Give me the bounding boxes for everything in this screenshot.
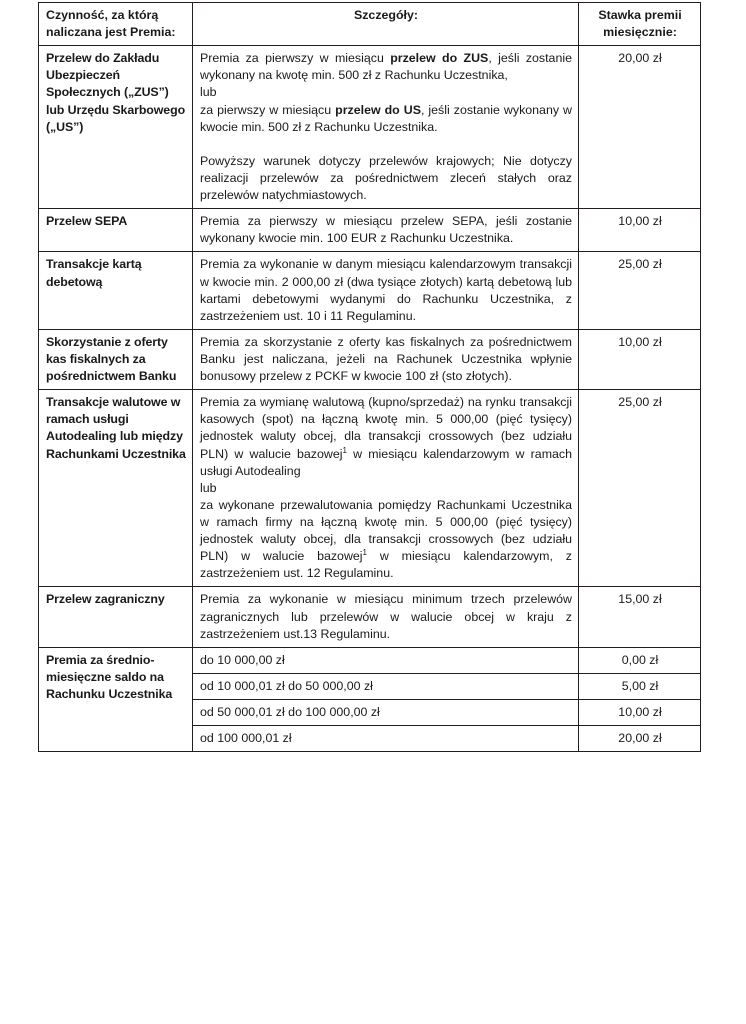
details-paragraph: Premia za wykonanie w danym miesiącu kalendarzowym transakcji w kwocie min. 2 000,00 zł (dwa tysiące złotych) kartą debetową lub kartami debetowymi wydanymi do Rachunku Uczestnika, z zastrzeżeniem ust. 10 i 11 Regulaminu. xyxy=(200,257,572,323)
details-paragraph xyxy=(200,394,572,480)
cell-details xyxy=(193,329,579,389)
cell-tier-label: od 100 000,01 zł xyxy=(193,726,579,752)
cell-tier-rate: 10,00 zł xyxy=(579,699,701,725)
cell-tier-rate: 20,00 zł xyxy=(579,726,701,752)
cell-rate: 10,00 zł xyxy=(579,329,701,389)
cell-details xyxy=(193,46,579,209)
cell-rate: 25,00 zł xyxy=(579,390,701,587)
details-paragraph xyxy=(200,497,572,583)
cell-tier-rate: 0,00 zł xyxy=(579,647,701,673)
details-paragraph xyxy=(200,50,572,84)
table-row xyxy=(39,329,701,389)
text-fragment: w miesiącu kalendarzowym, z zastrzeżeniem ust. 12 Regulaminu. xyxy=(200,549,572,581)
cell-details xyxy=(193,390,579,587)
text-fragment: Premia za wymianę walutową (kupno/sprzedaż) na rynku transakcji kasowych (spot) na łączną kwotę min. 5 000,00 (pięć tysięcy) jednostek waluty obcej, dla transakcji crossowych (bez udziału PLN) w walucie bazowej xyxy=(200,395,572,461)
cell-tier-rate: 5,00 zł xyxy=(579,673,701,699)
table-row xyxy=(39,390,701,587)
cell-tier-label: od 10 000,01 zł do 50 000,00 zł xyxy=(193,673,579,699)
footnote-marker: 1 xyxy=(362,548,367,558)
text-fragment: za wykonane przewalutowania pomiędzy Rachunkami Uczestnika w ramach firmy na łączną kwotę min. 5 000,00 (pięć tysięcy) jednostek waluty obcej, dla transakcji crossowych (bez udziału PLN) w walucie bazowej xyxy=(200,497,572,564)
table-header xyxy=(39,3,701,46)
details-paragraph-lub: lub xyxy=(200,85,217,100)
text-bold-zus: przelew do ZUS xyxy=(390,51,489,66)
table-row xyxy=(39,209,701,252)
table-row xyxy=(39,252,701,329)
cell-rate: 25,00 zł xyxy=(579,252,701,329)
text-fragment: za pierwszy w miesiącu xyxy=(200,102,336,117)
table-row xyxy=(39,587,701,647)
header-row xyxy=(39,3,701,46)
header-activity: Czynność, za którą naliczana jest Premia: xyxy=(39,3,193,46)
cell-tier-label: do 10 000,00 zł xyxy=(193,647,579,673)
cell-activity: Transakcje walutowe w ramach usługi Autodealing lub między Rachunkami Uczestnika xyxy=(39,390,193,587)
cell-activity: Przelew do Zakładu Ubezpieczeń Społecznych („ZUS”) lub Urzędu Skarbowego („US”) xyxy=(39,46,193,209)
premium-rates-table xyxy=(38,2,701,752)
cell-activity: Skorzystanie z oferty kas fiskalnych za pośrednictwem Banku xyxy=(39,329,193,389)
cell-rate: 15,00 zł xyxy=(579,587,701,647)
details-paragraph: Premia za wykonanie w miesiącu minimum trzech przelewów zagranicznych lub przelewów w walucie obcej w kraju z zastrzeżeniem ust.13 Regulaminu. xyxy=(200,592,572,641)
cell-tier-label: od 50 000,01 zł do 100 000,00 zł xyxy=(193,699,579,725)
cell-details xyxy=(193,252,579,329)
text-fragment: w miesiącu kalendarzowym w ramach usługi Autodealing xyxy=(200,446,572,478)
text-fragment: , jeśli zostanie wykonany na kwotę min. 500 zł z Rachunku Uczestnika, xyxy=(200,51,572,83)
table-body xyxy=(39,46,701,752)
text-bold-us: przelew do US xyxy=(335,102,421,117)
cell-rate: 10,00 zł xyxy=(579,209,701,252)
cell-details xyxy=(193,209,579,252)
table-row xyxy=(39,46,701,209)
cell-activity: Przelew zagraniczny xyxy=(39,587,193,647)
details-paragraph-spacer xyxy=(200,136,572,153)
footnote-marker: 1 xyxy=(342,445,347,455)
cell-activity: Przelew SEPA xyxy=(39,209,193,252)
text-fragment: , jeśli zostanie wykonany w kwocie min. 500 zł z Rachunku Uczestnika. xyxy=(200,102,572,134)
details-paragraph: Premia za skorzystanie z oferty kas fiskalnych za pośrednictwem Banku jest naliczana, jeżeli na Rachunek Uczestnika wpłynie bonusowy przelew z PCKF w kwocie 100 zł (sto złotych). xyxy=(200,334,572,384)
details-paragraph-note: Powyższy warunek dotyczy przelewów krajowych; Nie dotyczy realizacji przelewów za pośrednictwem zleceń stałych oraz przelewów natychmiastowych. xyxy=(200,153,572,203)
details-paragraph: Premia za pierwszy w miesiącu przelew SEPA, jeśli zostanie wykonany kwocie min. 100 EUR z Rachunku Uczestnika. xyxy=(200,214,572,246)
cell-activity: Transakcje kartą debetową xyxy=(39,252,193,329)
header-details: Szczegóły: xyxy=(193,3,579,46)
text-fragment: Premia za pierwszy w miesiącu xyxy=(200,51,391,66)
cell-details xyxy=(193,587,579,647)
cell-activity-balance: Premia za średnio-miesięczne saldo na Rachunku Uczestnika xyxy=(39,647,193,751)
details-paragraph xyxy=(200,102,572,136)
header-rate: Stawka premii miesięcznie: xyxy=(579,3,701,46)
details-paragraph-lub: lub xyxy=(200,480,217,495)
table-row-balance-tier xyxy=(39,647,701,673)
cell-rate: 20,00 zł xyxy=(579,46,701,209)
